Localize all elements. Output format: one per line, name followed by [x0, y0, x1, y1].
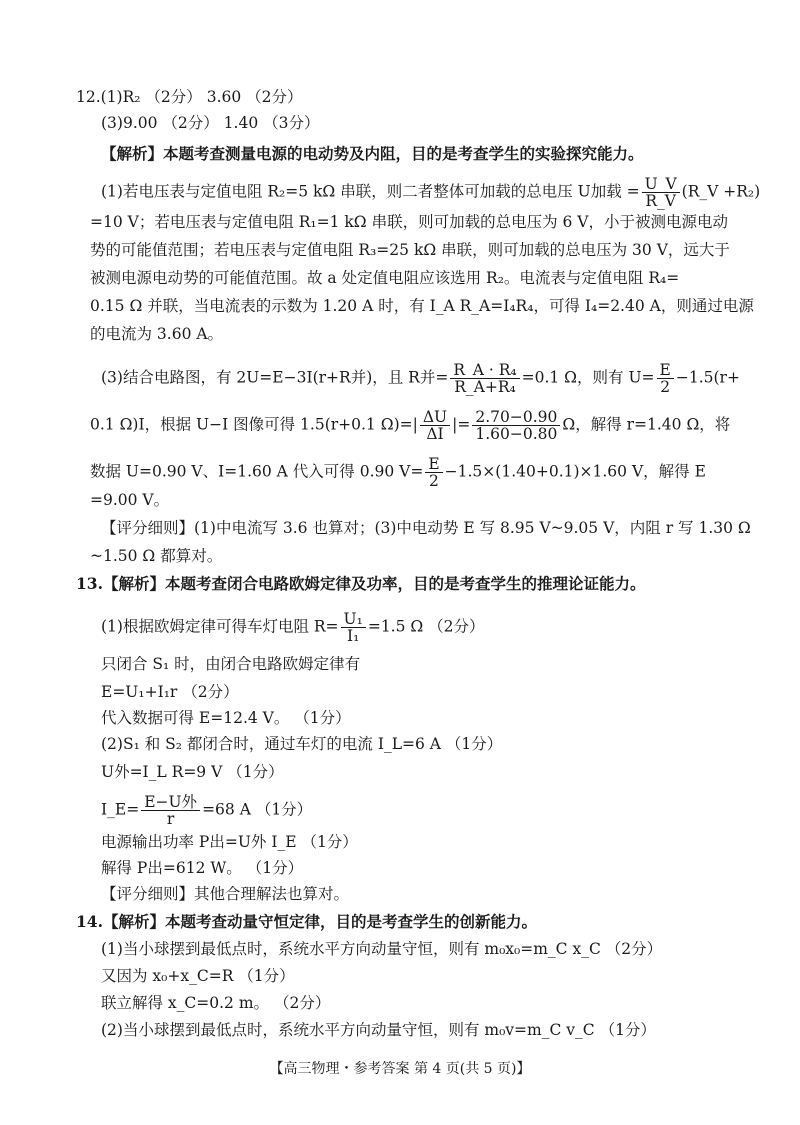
fraction-du-di: [420, 409, 450, 442]
text-segment: 0.1 Ω)I，根据 U−I 图像可得 1.5(r+0.1 Ω)=|: [90, 415, 418, 434]
q13-line-8: 电源输出功率 P出=U外 I_E （1分）: [101, 833, 358, 851]
q13-line-9: 解得 P出=612 W。 （1分）: [101, 859, 304, 877]
text-segment: (1)根据欧姆定律可得车灯电阻 R=: [101, 617, 339, 636]
fraction-denominator: R_V: [645, 192, 676, 210]
q12-paragraph-1-line-2: =10 V；若电压表与定值电阻 R₁=1 kΩ 串联，则可加载的总电压为 6 V，小于被测电源电动: [90, 213, 728, 231]
q12-analysis-heading: 【解析】本题考查测量电源的电动势及内阻，目的是考查学生的实验探究能力。: [101, 144, 644, 163]
q13-line-1: [101, 611, 485, 644]
q14-line-4: (2)当小球摆到最低点时，系统水平方向动量守恒，则有 m₀v=m_C v_C （1分）: [101, 1021, 656, 1039]
q14-line-1: (1)当小球摆到最低点时，系统水平方向动量守恒，则有 m₀x₀=m_C x_C （2分）: [101, 940, 663, 958]
fraction-numerator: ΔU: [420, 409, 450, 426]
fraction-u1-i1: [341, 611, 366, 644]
text-segment: =68 A （1分）: [202, 800, 313, 819]
q13-line-4: 代入数据可得 E=12.4 V。 （1分）: [101, 709, 351, 727]
q13-analysis-heading: 13.【解析】本题考查闭合电路欧姆定律及功率，目的是考查学生的推理论证能力。: [76, 574, 646, 593]
q12-paragraph-3-line-1: [101, 362, 740, 395]
q14-analysis-heading: 14.【解析】本题考查动量守恒定律，目的是考查学生的创新能力。: [76, 912, 537, 931]
fraction-e-over-2: [657, 362, 674, 395]
fraction-denominator: r: [166, 810, 175, 828]
q12-grading-line-1: 【评分细则】(1)中电流写 3.6 也算对；(3)中电动势 E 写 8.95 V~9.05 V，内阻 r 写 1.30 Ω: [101, 519, 751, 537]
q13-grading: 【评分细则】其他合理解法也算对。: [101, 885, 350, 903]
text-segment: (3)结合电路图，有 2U=E−3I(r+R并)，且 R并=: [101, 368, 449, 387]
fraction-numerator: R_A · R₄: [450, 362, 519, 379]
q13-line-2: 只闭合 S₁ 时，由闭合电路欧姆定律有: [101, 655, 361, 673]
text-segment: 数据 U=0.90 V、I=1.60 A 代入可得 0.90 V=: [90, 462, 424, 481]
fraction-uv-rv: [642, 176, 680, 209]
q13-line-7: [101, 794, 312, 827]
text-segment: Ω，解得 r=1.40 Ω，将: [562, 415, 731, 434]
text-segment: (1)若电压表与定值电阻 R₂=5 kΩ 串联，则二者整体可加载的总电压 U加载 =: [101, 182, 640, 201]
q12-paragraph-3-line-4: =9.00 V。: [90, 491, 170, 509]
q12-paragraph-1-line-1: [101, 176, 760, 209]
q14-line-2: 又因为 x₀+x_C=R （1分）: [101, 967, 295, 985]
text-segment: I_E=: [101, 800, 140, 819]
text-segment: =1.5 Ω （2分）: [367, 617, 485, 636]
fraction-denominator: 2: [429, 472, 439, 490]
text-segment: =0.1 Ω，则有 U=: [521, 368, 655, 387]
fraction-denominator: 1.60−0.80: [475, 425, 558, 443]
text-segment: −1.5×(1.40+0.1)×1.60 V，解得 E: [444, 462, 706, 481]
q14-line-3: 联立解得 x_C=0.2 m。 （2分）: [101, 994, 331, 1012]
fraction-e-over-2: [425, 456, 442, 489]
text-segment: (R_V +R₂): [681, 182, 761, 201]
fraction-numerator: E: [657, 362, 674, 379]
q12-grading-line-2: ~1.50 Ω 都算对。: [90, 547, 223, 565]
fraction-slope-values: [472, 409, 560, 442]
q12-paragraph-3-line-2: [90, 409, 730, 442]
text-segment: −1.5(r+: [675, 368, 740, 387]
q12-paragraph-1-line-4: 被测电源电动势的可能值范围。故 a 处定值电阻应该选用 R₂。电流表与定值电阻 R₄=: [90, 269, 680, 287]
q12-answer-line-1: 12.(1)R₂ （2分） 3.60 （2分）: [76, 88, 303, 106]
q12-paragraph-1-line-5: 0.15 Ω 并联，当电流表的示数为 1.20 A 时，有 I_A R_A=I₄R₄，可得 I₄=2.40 A，则通过电源: [90, 297, 754, 315]
page-footer: 【高三物理・参考答案 第 4 页(共 5 页)】: [269, 1061, 531, 1077]
q12-paragraph-1-line-6: 的电流为 3.60 A。: [90, 325, 224, 343]
q12-paragraph-1-line-3: 势的可能值范围；若电压表与定值电阻 R₃=25 kΩ 串联，则可加载的总电压为 30 V，远大于: [90, 241, 730, 259]
fraction-current-ie: [141, 794, 200, 827]
fraction-denominator: 2: [660, 378, 671, 396]
fraction-numerator: U_V: [642, 176, 680, 193]
fraction-denominator: ΔI: [426, 425, 444, 443]
q13-line-5: (2)S₁ 和 S₂ 都闭合时，通过车灯的电流 I_L=6 A （1分）: [101, 735, 503, 753]
fraction-denominator: I₁: [347, 627, 360, 645]
fraction-numerator: E: [425, 456, 442, 473]
fraction-numerator: 2.70−0.90: [472, 409, 560, 426]
q13-line-6: U外=I_L R=9 V （1分）: [101, 763, 284, 781]
fraction-numerator: E−U外: [141, 794, 200, 811]
q13-line-3: E=U₁+I₁r （2分）: [101, 683, 239, 701]
q12-answer-line-2: (3)9.00 （2分） 1.40 （3分）: [101, 114, 320, 132]
text-segment: |=: [452, 415, 471, 434]
fraction-numerator: U₁: [341, 611, 366, 628]
q12-paragraph-3-line-3: [90, 456, 706, 489]
fraction-denominator: R_A+R₄: [454, 378, 516, 396]
fraction-parallel-resistance: [450, 362, 519, 395]
